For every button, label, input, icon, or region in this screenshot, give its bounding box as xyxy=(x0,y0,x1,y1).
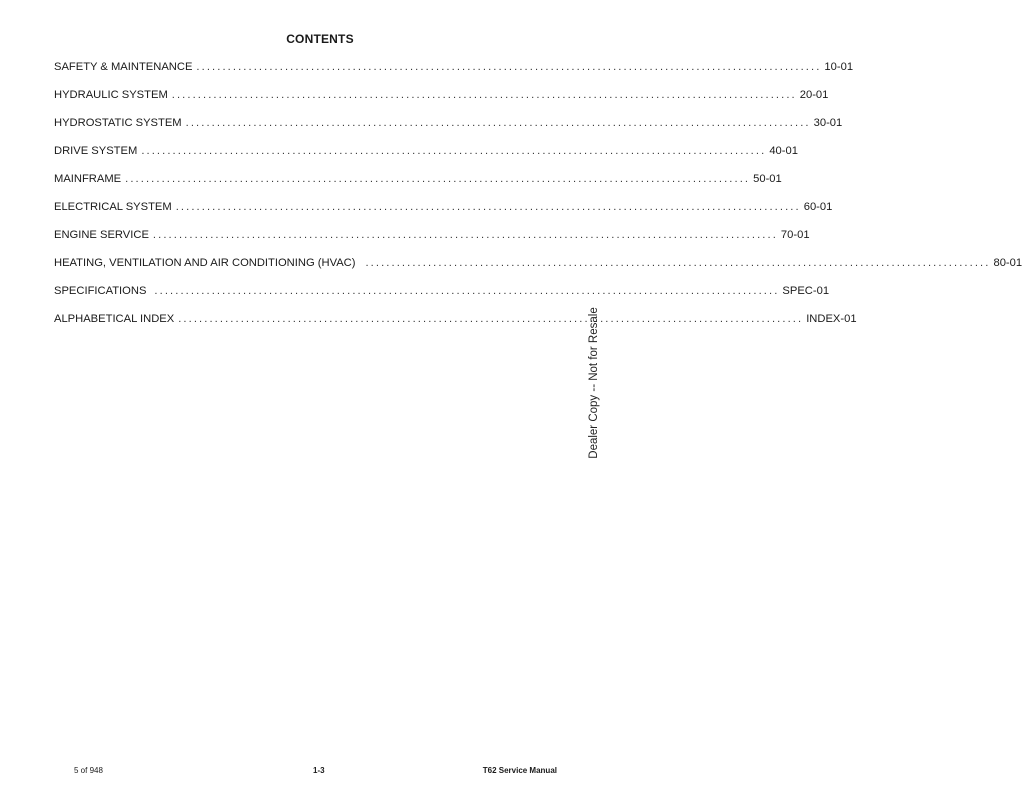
toc-entry-label: ALPHABETICAL INDEX xyxy=(54,313,175,325)
dot-leader: ........................................................................................................................ xyxy=(175,201,801,213)
toc-entry-label: MAINFRAME xyxy=(54,173,122,185)
toc-entry-page: SPEC-01 xyxy=(782,285,830,297)
toc-entry-label: HEATING, VENTILATION AND AIR CONDITIONING (HVAC) xyxy=(54,257,356,269)
page-title: CONTENTS xyxy=(286,32,354,46)
toc-entry-electrical-system[interactable] xyxy=(54,201,833,229)
dot-leader: ........................................................................................................................ xyxy=(178,313,804,325)
toc-entry-page: 50-01 xyxy=(753,173,782,185)
dealer-copy-watermark: Dealer Copy -- Not for Resale xyxy=(588,307,600,459)
toc-entry-hydraulic-system[interactable] xyxy=(54,89,829,117)
toc-entry-label: ELECTRICAL SYSTEM xyxy=(54,201,172,213)
dot-leader: ........................................................................................................................ xyxy=(141,145,767,157)
toc-entry-engine-service[interactable] xyxy=(54,229,810,257)
toc-entry-page: 20-01 xyxy=(799,89,829,101)
page-number: 1-3 xyxy=(313,766,325,775)
toc-entry-mainframe[interactable] xyxy=(54,173,782,201)
manual-title: T62 Service Manual xyxy=(482,766,557,775)
toc-entry-label: SPECIFICATIONS xyxy=(54,285,147,297)
toc-entry-label: SAFETY & MAINTENANCE xyxy=(54,61,193,73)
toc-entry-hydrostatic-system[interactable] xyxy=(54,117,843,145)
toc-entry-alphabetical-index[interactable] xyxy=(54,313,857,341)
toc-entry-page: 30-01 xyxy=(813,117,843,129)
dot-leader: ........................................................................................................................ xyxy=(365,257,991,269)
toc-entry-label: ENGINE SERVICE xyxy=(54,229,149,241)
dot-leader: ........................................................................................................................ xyxy=(125,173,751,185)
toc-entry-label: HYDROSTATIC SYSTEM xyxy=(54,117,182,129)
dot-leader: ........................................................................................................................ xyxy=(152,229,778,241)
dot-leader: ........................................................................................................................ xyxy=(185,117,811,129)
toc-entry-label: DRIVE SYSTEM xyxy=(54,145,138,157)
toc-entry-specifications[interactable] xyxy=(54,285,830,313)
toc-entry-safety-maintenance[interactable] xyxy=(54,61,854,89)
dot-leader: ........................................................................................................................ xyxy=(154,285,780,297)
toc-entry-hvac[interactable] xyxy=(54,257,1022,285)
toc-entry-label: HYDRAULIC SYSTEM xyxy=(54,89,168,101)
page-count: 5 of 948 xyxy=(74,766,103,775)
toc-entry-page: INDEX-01 xyxy=(806,313,857,325)
dot-leader: ........................................................................................................................ xyxy=(196,61,822,73)
toc-entry-page: 70-01 xyxy=(780,229,810,241)
dot-leader: ........................................................................................................................ xyxy=(171,89,797,101)
toc-entry-drive-system[interactable] xyxy=(54,145,798,173)
toc-entry-page: 40-01 xyxy=(769,145,798,157)
toc-entry-page: 10-01 xyxy=(824,61,854,73)
table-of-contents xyxy=(54,61,1022,341)
toc-entry-page: 60-01 xyxy=(803,201,833,213)
toc-entry-page: 80-01 xyxy=(993,257,1022,269)
